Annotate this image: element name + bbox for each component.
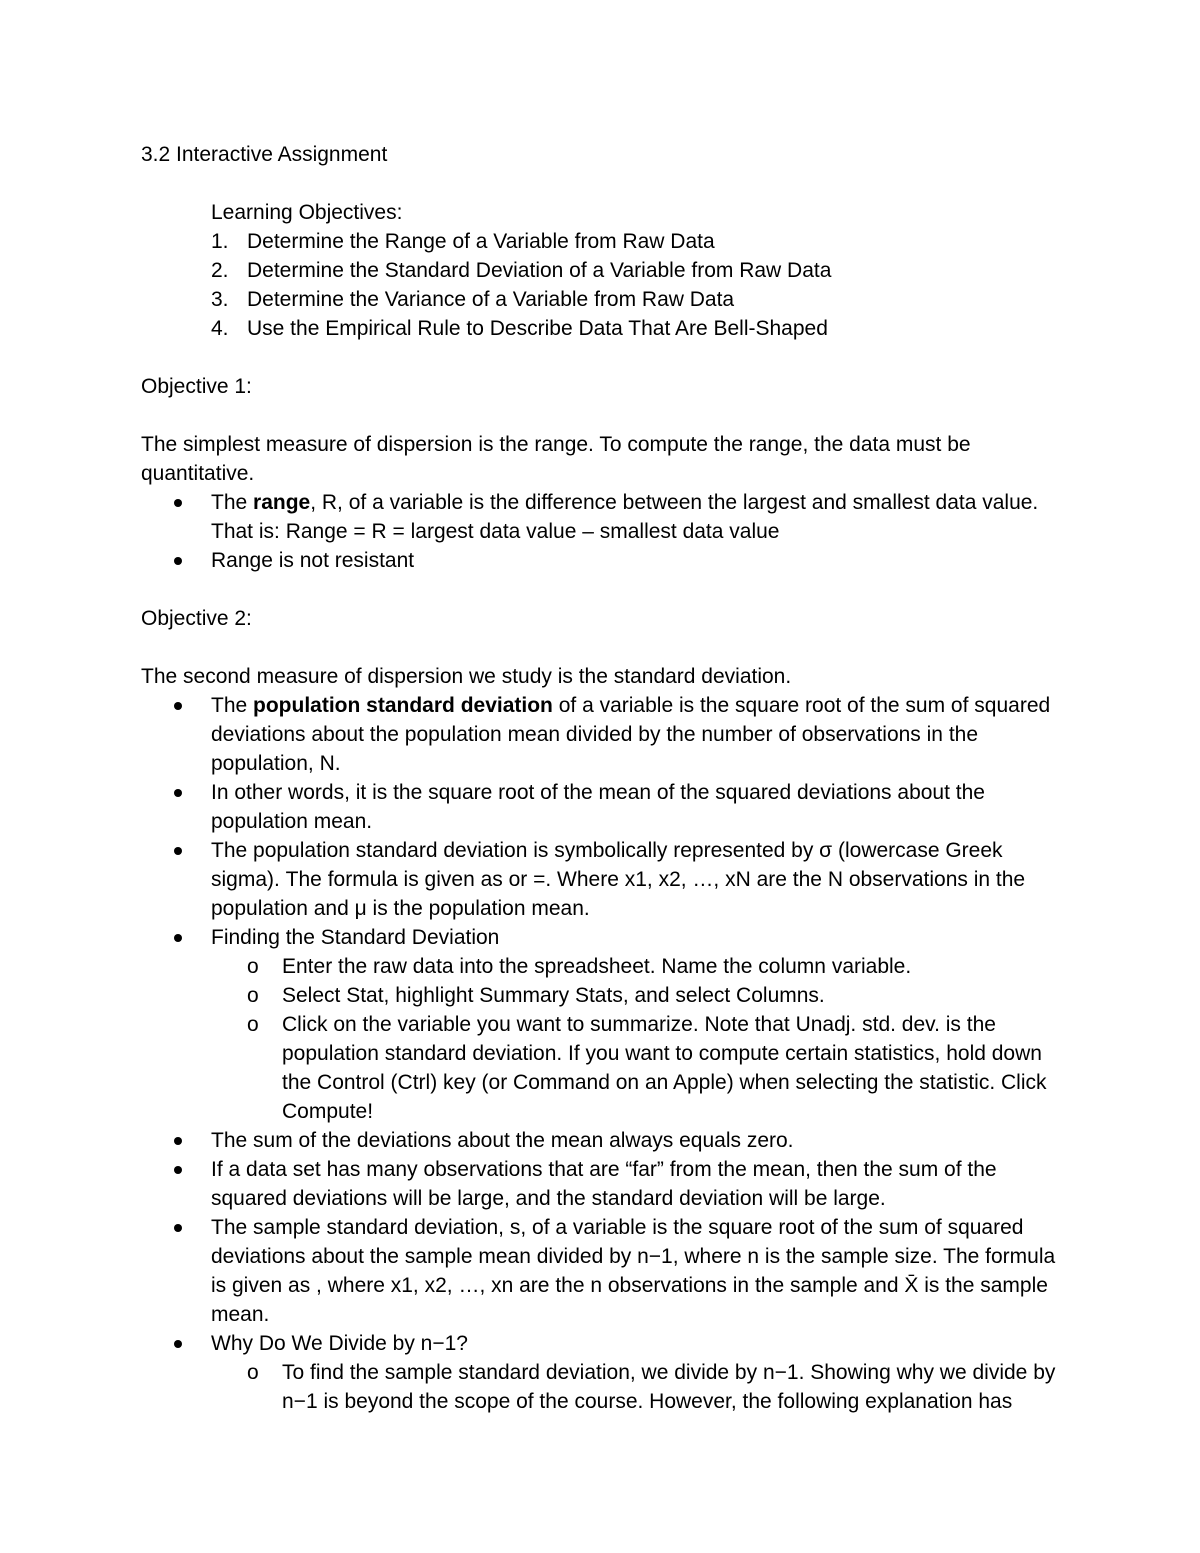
document-title: 3.2 Interactive Assignment bbox=[141, 143, 388, 166]
objective-1-heading: Objective 1: bbox=[141, 375, 252, 398]
bullet-text: The bbox=[211, 694, 254, 717]
spacer bbox=[141, 575, 1071, 604]
bullet-item bbox=[141, 1126, 1071, 1155]
bullet-item bbox=[141, 546, 1071, 575]
objectives-heading: Learning Objectives: bbox=[211, 201, 403, 224]
bullet-icon bbox=[174, 789, 182, 797]
bullet-item bbox=[141, 1213, 1071, 1329]
bullet-text: The bbox=[211, 491, 254, 514]
objective-text: Determine the Variance of a Variable from Raw Data bbox=[247, 288, 735, 311]
bullet-item bbox=[141, 1155, 1071, 1213]
bullet-icon bbox=[174, 557, 182, 565]
objective-number: 2. bbox=[211, 259, 229, 282]
sub-bullets bbox=[211, 952, 1071, 1126]
bullet-item bbox=[141, 778, 1071, 836]
bullet-icon bbox=[174, 1137, 182, 1145]
sub-bullet-text: To find the sample standard deviation, we divide by n−1. Showing why we divide by n−1 is beyond the scope of the course. However, the following explanation has bbox=[282, 1361, 1056, 1413]
bullet-text: If a data set has many observations that are “far” from the mean, then the sum of the squared deviations will be large, and the standard deviation will be large. bbox=[211, 1158, 997, 1210]
sub-bullet-text: Click on the variable you want to summarize. Note that Unadj. std. dev. is the population standard deviation. If you want to compute certain statistics, hold down the Control (Ctrl) key (or Command on an Apple) when selecting the statistic. Click Compute! bbox=[282, 1013, 1047, 1123]
bullet-item bbox=[141, 691, 1071, 778]
objective-2-intro: The second measure of dispersion we study is the standard deviation. bbox=[141, 665, 792, 688]
bullet-text: Why Do We Divide by n−1? bbox=[211, 1332, 468, 1355]
bullet-item bbox=[141, 488, 1071, 546]
bullet-text: , R, of a variable is the difference between the largest and smallest data value. That is: Range = R = largest data value – smallest data value bbox=[211, 491, 1039, 543]
bold-term: range bbox=[253, 491, 311, 514]
sub-bullet-text: Enter the raw data into the spreadsheet. Name the column variable. bbox=[282, 955, 912, 978]
sub-bullets bbox=[211, 1358, 1071, 1416]
bullet-text: Range is not resistant bbox=[211, 549, 415, 572]
objectives-block bbox=[141, 198, 1071, 227]
objective-text: Determine the Range of a Variable from Raw Data bbox=[247, 230, 715, 253]
bullet-text: In other words, it is the square root of the mean of the squared deviations about the population mean. bbox=[211, 781, 985, 833]
bullet-icon bbox=[174, 1340, 182, 1348]
objective-1-bullets bbox=[141, 488, 1071, 575]
objective-item bbox=[211, 314, 1071, 343]
bullet-text: The sum of the deviations about the mean always equals zero. bbox=[211, 1129, 794, 1152]
objective-number: 3. bbox=[211, 288, 229, 311]
bullet-icon bbox=[174, 702, 182, 710]
bold-term: population standard deviation bbox=[253, 694, 553, 717]
circle-bullet-icon: o bbox=[247, 955, 259, 978]
objective-item bbox=[211, 285, 1071, 314]
spacer bbox=[141, 401, 1071, 430]
sub-bullet-item bbox=[211, 952, 1071, 981]
objective-number: 1. bbox=[211, 230, 229, 253]
objective-item bbox=[211, 227, 1071, 256]
objective-2-heading: Objective 2: bbox=[141, 607, 252, 630]
bullet-icon bbox=[174, 1166, 182, 1174]
objective-item bbox=[211, 256, 1071, 285]
objective-text: Determine the Standard Deviation of a Variable from Raw Data bbox=[247, 259, 832, 282]
objective-text: Use the Empirical Rule to Describe Data That Are Bell-Shaped bbox=[247, 317, 828, 340]
bullet-icon bbox=[174, 847, 182, 855]
sub-bullet-text: Select Stat, highlight Summary Stats, and select Columns. bbox=[282, 984, 825, 1007]
bullet-text: Finding the Standard Deviation bbox=[211, 926, 500, 949]
bullet-icon bbox=[174, 934, 182, 942]
objective-number: 4. bbox=[211, 317, 229, 340]
bullet-text: of a variable is the square root of the sum of squared deviations about the population mean divided by the number of observations in the population, N. bbox=[211, 694, 1051, 775]
bullet-item bbox=[141, 836, 1071, 923]
bullet-text: The population standard deviation is symbolically represented by σ (lowercase Greek sigma). The formula is given as or =. Where x1, x2, …, xN are the N observations in the population and μ is the population mean. bbox=[211, 839, 1026, 920]
sub-bullet-item bbox=[211, 981, 1071, 1010]
circle-bullet-icon: o bbox=[247, 984, 259, 1007]
bullet-icon bbox=[174, 499, 182, 507]
spacer bbox=[141, 169, 1071, 198]
spacer bbox=[141, 343, 1071, 372]
objective-1-intro: The simplest measure of dispersion is the range. To compute the range, the data must be quantitative. bbox=[141, 433, 971, 485]
sub-bullet-item bbox=[211, 1358, 1071, 1416]
bullet-item bbox=[141, 1329, 1071, 1416]
circle-bullet-icon: o bbox=[247, 1361, 259, 1384]
spacer bbox=[141, 633, 1071, 662]
bullet-icon bbox=[174, 1224, 182, 1232]
bullet-item bbox=[141, 923, 1071, 1126]
circle-bullet-icon: o bbox=[247, 1013, 259, 1036]
objective-2-bullets bbox=[141, 691, 1071, 1416]
sub-bullet-item bbox=[211, 1010, 1071, 1126]
bullet-text: The sample standard deviation, s, of a variable is the square root of the sum of squared deviations about the sample mean divided by n−1, where n is the sample size. The formula is given as , where x1, x2, …, xn are the n observations in the sample and X̄ is the sample mean. bbox=[211, 1216, 1056, 1326]
document-page bbox=[141, 140, 1071, 1416]
objectives-list bbox=[141, 227, 1071, 343]
